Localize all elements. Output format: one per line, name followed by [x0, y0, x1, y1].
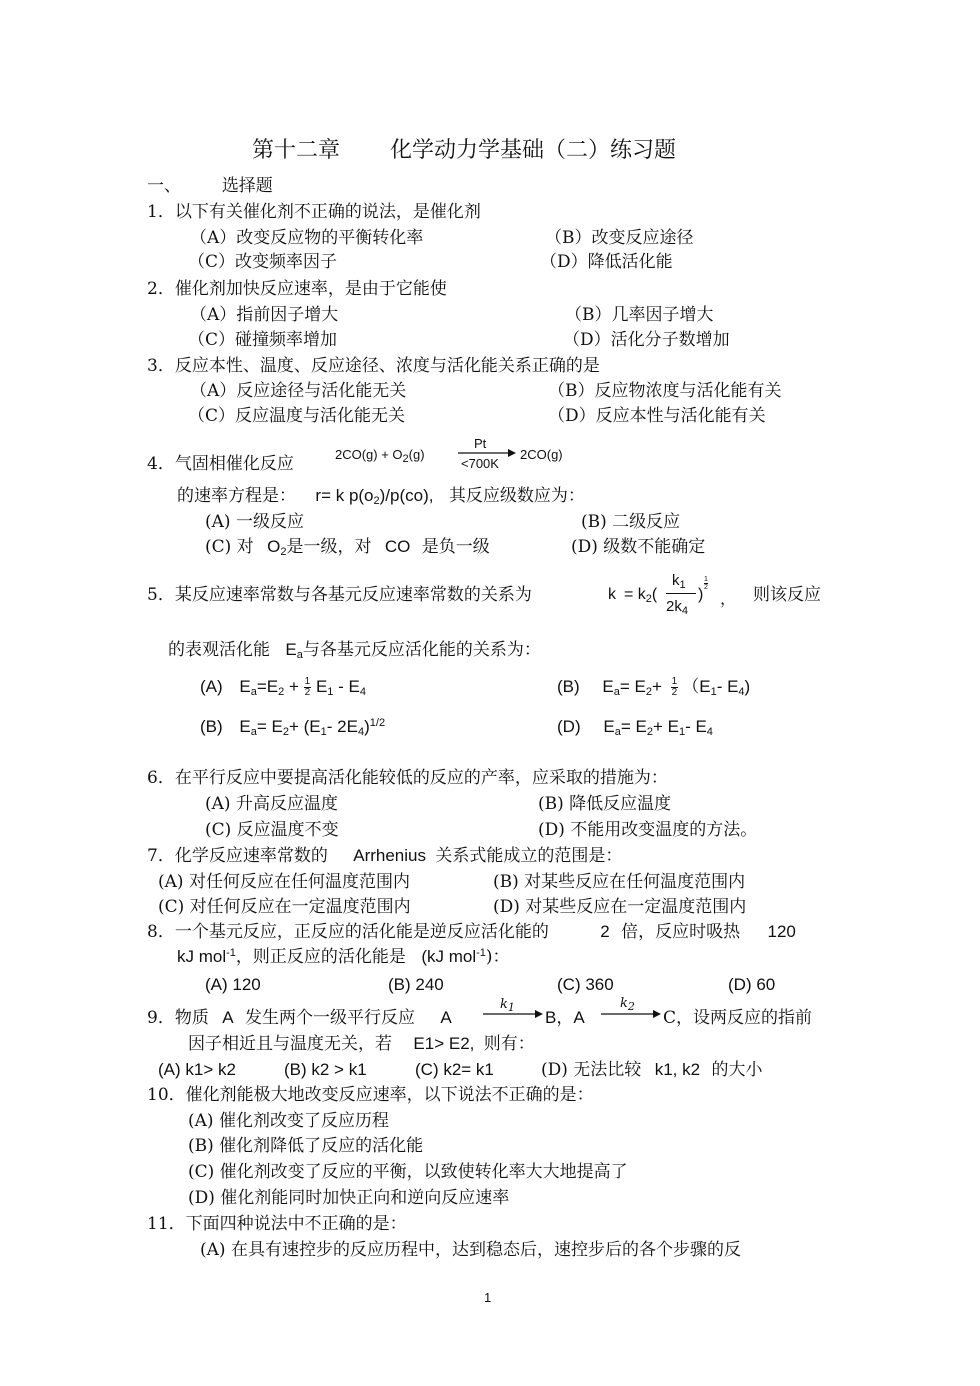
q8-option-a: (A) 120 — [205, 975, 261, 994]
q2-option-c: （C）碰撞频率增加 — [188, 330, 338, 350]
q8-option-c: (C) 360 — [557, 975, 614, 994]
q1-option-a: （A）改变反应物的平衡转化率 — [190, 228, 424, 248]
q9-option-b: (B) k2 > k1 — [284, 1060, 367, 1079]
q3-option-c: （C）反应温度与活化能无关 — [188, 406, 406, 426]
q5-stem: 5．某反应速率常数与各基元反应速率常数的关系为 — [147, 585, 532, 605]
q9-option-a: (A) k1> k2 — [158, 1060, 236, 1079]
q4-option-d: (D) 级数不能确定 — [571, 537, 706, 557]
q8-option-b: (B) 240 — [388, 975, 444, 994]
q6-option-d: (D) 不能用改变温度的方法。 — [538, 820, 758, 840]
q4-option-b: (B) 二级反应 — [581, 512, 681, 532]
chapter-name: 化学动力学基础（二）练习题 — [390, 138, 677, 163]
q5-option-d: (D) $E_a= E_2+ E_1-$ $E_4$ — [557, 717, 713, 738]
q9-product-c: C，设两反应的指前 — [663, 1008, 813, 1028]
q5-line2: 的表观活化能 $E_a$与各基元反应活化能的关系为： — [168, 640, 541, 661]
q4-option-c: (C) 对 $O_2$是一级，对 CO 是负一级 — [205, 537, 490, 558]
q5-option-a: (A) $E_a=E_2$ + $\frac{1}{2}$ $E_1 - E_4$ — [200, 676, 366, 699]
q9-line2: 因子相近且与温度无关，若 E1> E2, 则有： — [188, 1034, 535, 1054]
q4-condition-top: Pt — [474, 436, 487, 451]
q6-stem: 6．在平行反应中要提高活化能较低的反应的产率，应采取的措施为： — [147, 768, 668, 788]
q11-stem: 11．下面四种说法中不正确的是： — [147, 1214, 407, 1234]
q8-stem: 8．一个基元反应，正反应的活化能是逆反应活化能的 2 倍，反应时吸热 120 — [147, 922, 796, 942]
q5-option-c: (B) $E_a= E_2+ (E_1-$ $2E_4)^{1/2}$ — [200, 717, 386, 738]
q5-option-b: (B) $E_a= E_2+$ $\frac{1}{2}$ （$E_1-$ $E_4$) — [557, 676, 751, 699]
q7-stem: 7．化学反应速率常数的 Arrhenius 关系式能成立的范围是： — [147, 846, 623, 866]
q8-line2: kJ mol$^{-1}$，则正反应的活化能是 (kJ mol$^{-1}$)： — [177, 947, 510, 967]
q10-option-d: (D) 催化剂能同时加快正向和逆向反应速率 — [188, 1188, 510, 1208]
q9-stem: 9．物质 A 发生两个一级平行反应 A — [147, 1008, 452, 1028]
q9-product-b: B，A — [545, 1008, 585, 1027]
q1-stem: 1．以下有关催化剂不正确的说法，是催化剂 — [147, 202, 481, 222]
q6-option-a: (A) 升高反应温度 — [205, 794, 338, 814]
q4-rate-line: 的速率方程是： r= k $p(o_2)/p(co)$, 其反应级数应为： — [177, 486, 585, 507]
q3-option-b: （B）反应物浓度与活化能有关 — [548, 381, 782, 401]
q9-option-c: (C) k2= k1 — [415, 1060, 494, 1079]
q2-option-a: （A）指前因子增大 — [190, 305, 339, 325]
page-title — [252, 133, 676, 164]
q3-stem: 3．反应本性、温度、反应途径、浓度与活化能关系正确的是 — [147, 356, 600, 376]
q7-option-a: (A) 对任何反应在任何温度范围内 — [158, 872, 410, 892]
q1-option-d: （D）降低活化能 — [540, 252, 673, 272]
q7-option-d: (D) 对某些反应在一定温度范围内 — [493, 897, 747, 917]
page-number: 1 — [484, 1290, 492, 1305]
q10-option-b: (B) 催化剂降低了反应的活化能 — [188, 1136, 424, 1156]
q3-option-d: （D）反应本性与活化能有关 — [548, 406, 766, 426]
q7-option-b: (B) 对某些反应在任何温度范围内 — [493, 872, 746, 892]
q9-k1-label: $k_1$ — [500, 997, 515, 1014]
q1-option-b: （B）改变反应途径 — [545, 228, 694, 248]
q10-option-c: (C) 催化剂改变了反应的平衡，以致使转化率大大地提高了 — [188, 1162, 628, 1182]
q10-stem: 10．催化剂能极大地改变反应速率，以下说法不正确的是： — [147, 1085, 594, 1105]
q3-option-a: （A）反应途径与活化能无关 — [190, 381, 407, 401]
q4-stem: 4．气固相催化反应 — [147, 454, 294, 474]
q2-stem: 2．催化剂加快反应速率，是由于它能使 — [147, 279, 447, 299]
q6-option-b: (B) 降低反应温度 — [538, 794, 672, 814]
q4-reactants: $2CO(g) + O_2(g)$ — [335, 447, 425, 465]
q6-option-c: (C) 反应温度不变 — [205, 820, 339, 840]
q5-stem-tail: 则该反应 — [753, 585, 821, 605]
q4-condition-bottom: <700K — [461, 456, 499, 471]
section-heading: 一、 选择题 — [147, 176, 273, 196]
q11-option-a: (A) 在具有速控步的反应历程中，达到稳态后，速控步后的各个步骤的反 — [200, 1240, 741, 1260]
q2-option-b: （B）几率因子增大 — [565, 305, 714, 325]
q9-option-d: (D) 无法比较 k1, k2 的大小 — [541, 1060, 763, 1080]
q2-option-d: （D）活化分子数增加 — [563, 330, 730, 350]
chapter-label: 第十二章 — [252, 138, 341, 163]
q1-option-c: （C）改变频率因子 — [188, 252, 338, 272]
q4-option-a: (A) 一级反应 — [205, 512, 304, 532]
q7-option-c: (C) 对任何反应在一定温度范围内 — [158, 897, 411, 917]
q4-product: 2CO(g) — [520, 447, 563, 462]
q10-option-a: (A) 催化剂改变了反应历程 — [188, 1111, 389, 1131]
q8-option-d: (D) 60 — [728, 975, 776, 994]
q9-k2-label: $k_2$ — [620, 996, 635, 1013]
